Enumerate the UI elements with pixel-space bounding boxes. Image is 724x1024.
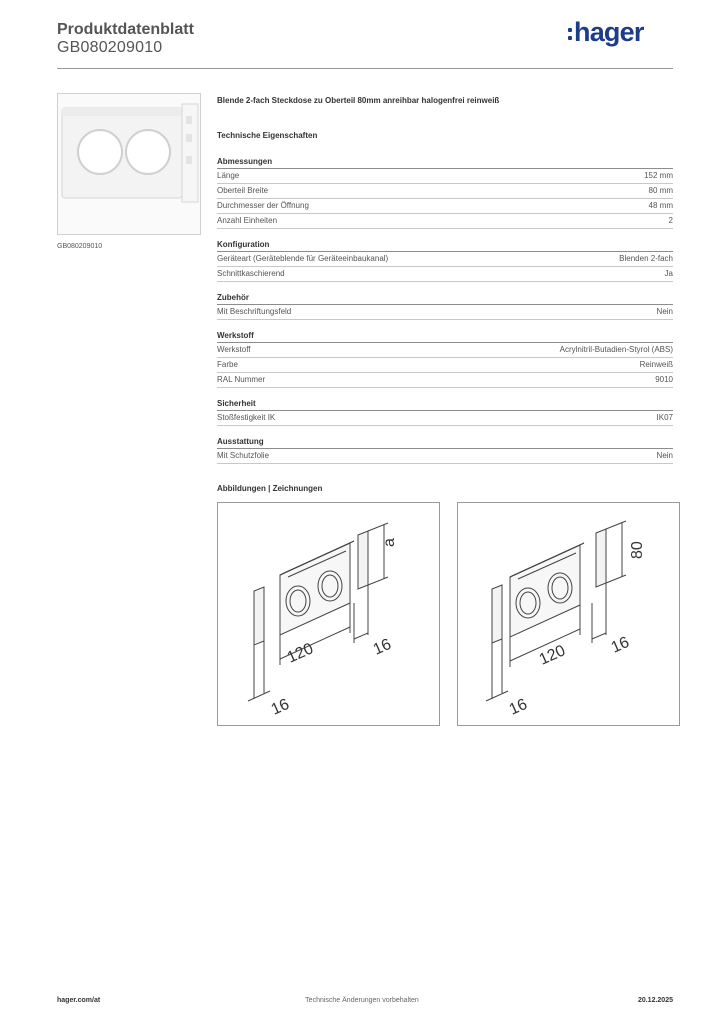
section-title: Sicherheit <box>217 398 673 411</box>
section-title: Werkstoff <box>217 330 673 343</box>
property-value: Acrylnitril-Butadien-Styrol (ABS) <box>559 345 673 354</box>
dim-bottom-label: 16 <box>268 695 292 719</box>
property-label: Mit Beschriftungsfeld <box>217 307 292 316</box>
dimension-drawing-icon <box>218 503 439 725</box>
property-value: 80 mm <box>648 186 673 195</box>
property-value: 48 mm <box>648 201 673 210</box>
property-label: Werkstoff <box>217 345 251 354</box>
property-label: Stoßfestigkeit IK <box>217 413 276 422</box>
product-photo-icon <box>58 94 200 234</box>
property-row <box>217 373 673 388</box>
technical-drawing-1 <box>217 502 440 726</box>
property-value: Blenden 2-fach <box>619 254 673 263</box>
property-row <box>217 199 673 214</box>
section-title: Konfiguration <box>217 239 673 252</box>
section-zubehoer <box>217 292 673 320</box>
property-label: Anzahl Einheiten <box>217 216 278 225</box>
dim-width-label: 120 <box>284 640 317 667</box>
dimension-drawing-icon <box>458 503 679 725</box>
product-image <box>57 93 201 235</box>
section-title: Ausstattung <box>217 436 673 449</box>
footer-website[interactable]: hager.com/at <box>57 997 101 1004</box>
property-value: 9010 <box>655 375 673 384</box>
section-werkstoff <box>217 330 673 388</box>
property-label: Oberteil Breite <box>217 186 269 195</box>
property-label: Farbe <box>217 360 238 369</box>
property-label: Schnittkaschierend <box>217 269 285 278</box>
footer-date: 20.12.2025 <box>637 997 673 1004</box>
dim-height-label: 80 <box>629 541 646 559</box>
logo-dots-icon <box>568 28 573 42</box>
property-row <box>217 184 673 199</box>
header-divider <box>57 68 673 69</box>
section-ausstattung <box>217 436 673 464</box>
technical-drawing-2 <box>457 502 680 726</box>
property-value: Reinweiß <box>639 360 673 369</box>
property-value: 2 <box>668 216 673 225</box>
section-sicherheit <box>217 398 673 426</box>
dim-bottom-label: 16 <box>506 695 530 719</box>
property-row <box>217 358 673 373</box>
dim-width-label: 120 <box>536 642 569 669</box>
property-label: Mit Schutzfolie <box>217 451 270 460</box>
section-abmessungen <box>217 156 673 229</box>
figures-title: Abbildungen | Zeichnungen <box>217 484 323 493</box>
section-konfiguration <box>217 239 673 282</box>
tech-properties-title: Technische Eigenschaften <box>217 131 318 140</box>
property-row <box>217 252 673 267</box>
property-label: Länge <box>217 171 240 180</box>
property-row <box>217 343 673 358</box>
section-title: Abmessungen <box>217 156 673 169</box>
properties-sections <box>217 156 673 474</box>
property-value: Nein <box>656 451 673 460</box>
property-row <box>217 267 673 282</box>
document-title: Produktdatenblatt <box>57 21 194 38</box>
hager-logo <box>568 17 644 48</box>
property-row <box>217 214 673 229</box>
property-value: 152 mm <box>644 171 673 180</box>
property-label: RAL Nummer <box>217 375 266 384</box>
dim-side-label: 16 <box>370 635 394 659</box>
property-label: Durchmesser der Öffnung <box>217 201 309 210</box>
section-title: Zubehör <box>217 292 673 305</box>
property-row <box>217 169 673 184</box>
dim-height-label: a <box>381 538 398 547</box>
article-number: GB080209010 <box>57 39 163 56</box>
property-row <box>217 305 673 320</box>
property-row <box>217 449 673 464</box>
property-value: Nein <box>656 307 673 316</box>
property-value: Ja <box>664 269 673 278</box>
logo-text: hager <box>574 17 644 47</box>
product-image-caption: GB080209010 <box>57 243 103 250</box>
product-description: Blende 2-fach Steckdose zu Oberteil 80mm anreihbar halogenfrei reinweiß <box>217 96 500 105</box>
dim-side-label: 16 <box>608 633 632 657</box>
property-value: IK07 <box>656 413 673 422</box>
property-row <box>217 411 673 426</box>
footer-notice: Technische Änderungen vorbehalten <box>305 997 419 1004</box>
property-label: Geräteart (Geräteblende für Geräteeinbaukanal) <box>217 254 389 263</box>
